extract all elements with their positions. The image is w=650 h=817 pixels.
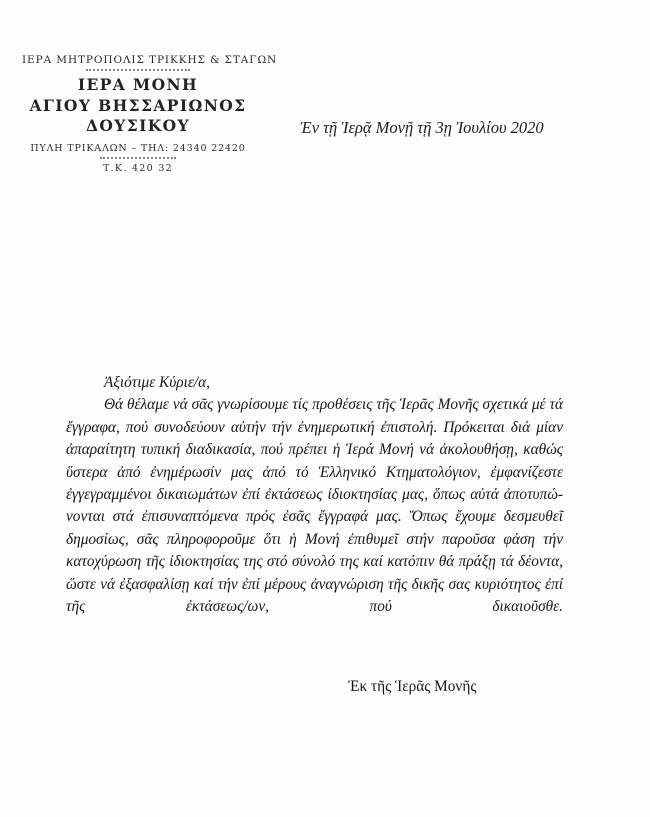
letterhead-monastery-line2: ΑΓΙΟΥ ΒΗΣΣΑΡΙΩΝΟΣ xyxy=(29,95,247,115)
letterhead-monastery-line3: ΔΟΥΣΙΚΟΥ xyxy=(85,116,191,136)
salutation: Ἀξιότιμε Κύριε/α, xyxy=(104,374,210,391)
letterhead-monastery-line1: ΙΕΡΑ ΜΟΝΗ xyxy=(77,75,199,94)
signature-line: Ἐκ τῆς Ἱερᾶς Μονῆς xyxy=(348,678,477,695)
letterhead-diocese: ΙΕΡΑ ΜΗΤΡΟΠΟΛΙΣ ΤΡΙΚΚΗΣ & ΣΤΑΓΩΝ xyxy=(22,54,278,66)
letterhead-postal-code: Τ.Κ. 420 32 xyxy=(102,162,174,174)
letterhead xyxy=(22,54,278,174)
date-line: Ἐν τῇ Ἱερᾷ Μονῇ τῇ 3ῃ Ἰουλίου 2020 xyxy=(300,118,544,137)
body-paragraph: Θά θέλαμε νά σᾶς γνωρίσουμε τίς προθέσεις τῆς Ἱερᾶς Μονῆς σχετικά μέ τά ἔγγραφα, πού συνοδεύουν αὐτήν τήν ἐνημερωτική ἐπιστολή. Πρόκειται διά μίαν ἀπαραίτητη τυπική διαδικασία, πού πρέπει ἡ Ἱερά Μονή νά ἀκολουθήσῃ, καθώς ὕστερα ἀπό ἐνημέρωσίν μας ἀπό τό Ἑλληνικό Κτηματολόγιον, ἐμφανίζεστε ἐγγεγραμμένοι δικαιωμάτων ἐπί ἐκτάσεως ἰδιοκτησίας μας, ὅπως αὐτά ἀποτυπώ- νονται στά ἐπισυναπτόμενα πρός ἐσᾶς ἔγγραφά μας. Ὅπως ἔχουμε δεσμευθεῖ δημοσίως, σᾶς πληροφοροῦμε ὅτι ἡ Μονή ἐπιθυμεῖ στήν παροῦσα φάση τήν κατοχύρωση τῆς ἰδιοκτησίας της στό σύνολό της καί κατόπιν θά πράξῃ τά δέοντα, ὥστε νά ἐξασφαλίσῃ καί τήν ἐπί μέρους ἀναγνώριση τῆς δικῆς σας κυριότητος ἐπί τῆς ἐκτάσεως/ων, πού δικαιοῦσθε. xyxy=(66,396,563,616)
letterhead-divider-top xyxy=(86,69,190,71)
letterhead-contact: ΠΥΛΗ ΤΡΙΚΑΛΩΝ – ΤΗΛ: 24340 22420 xyxy=(30,142,246,154)
letterhead-divider-bottom xyxy=(100,157,176,159)
letter-body xyxy=(66,372,563,641)
